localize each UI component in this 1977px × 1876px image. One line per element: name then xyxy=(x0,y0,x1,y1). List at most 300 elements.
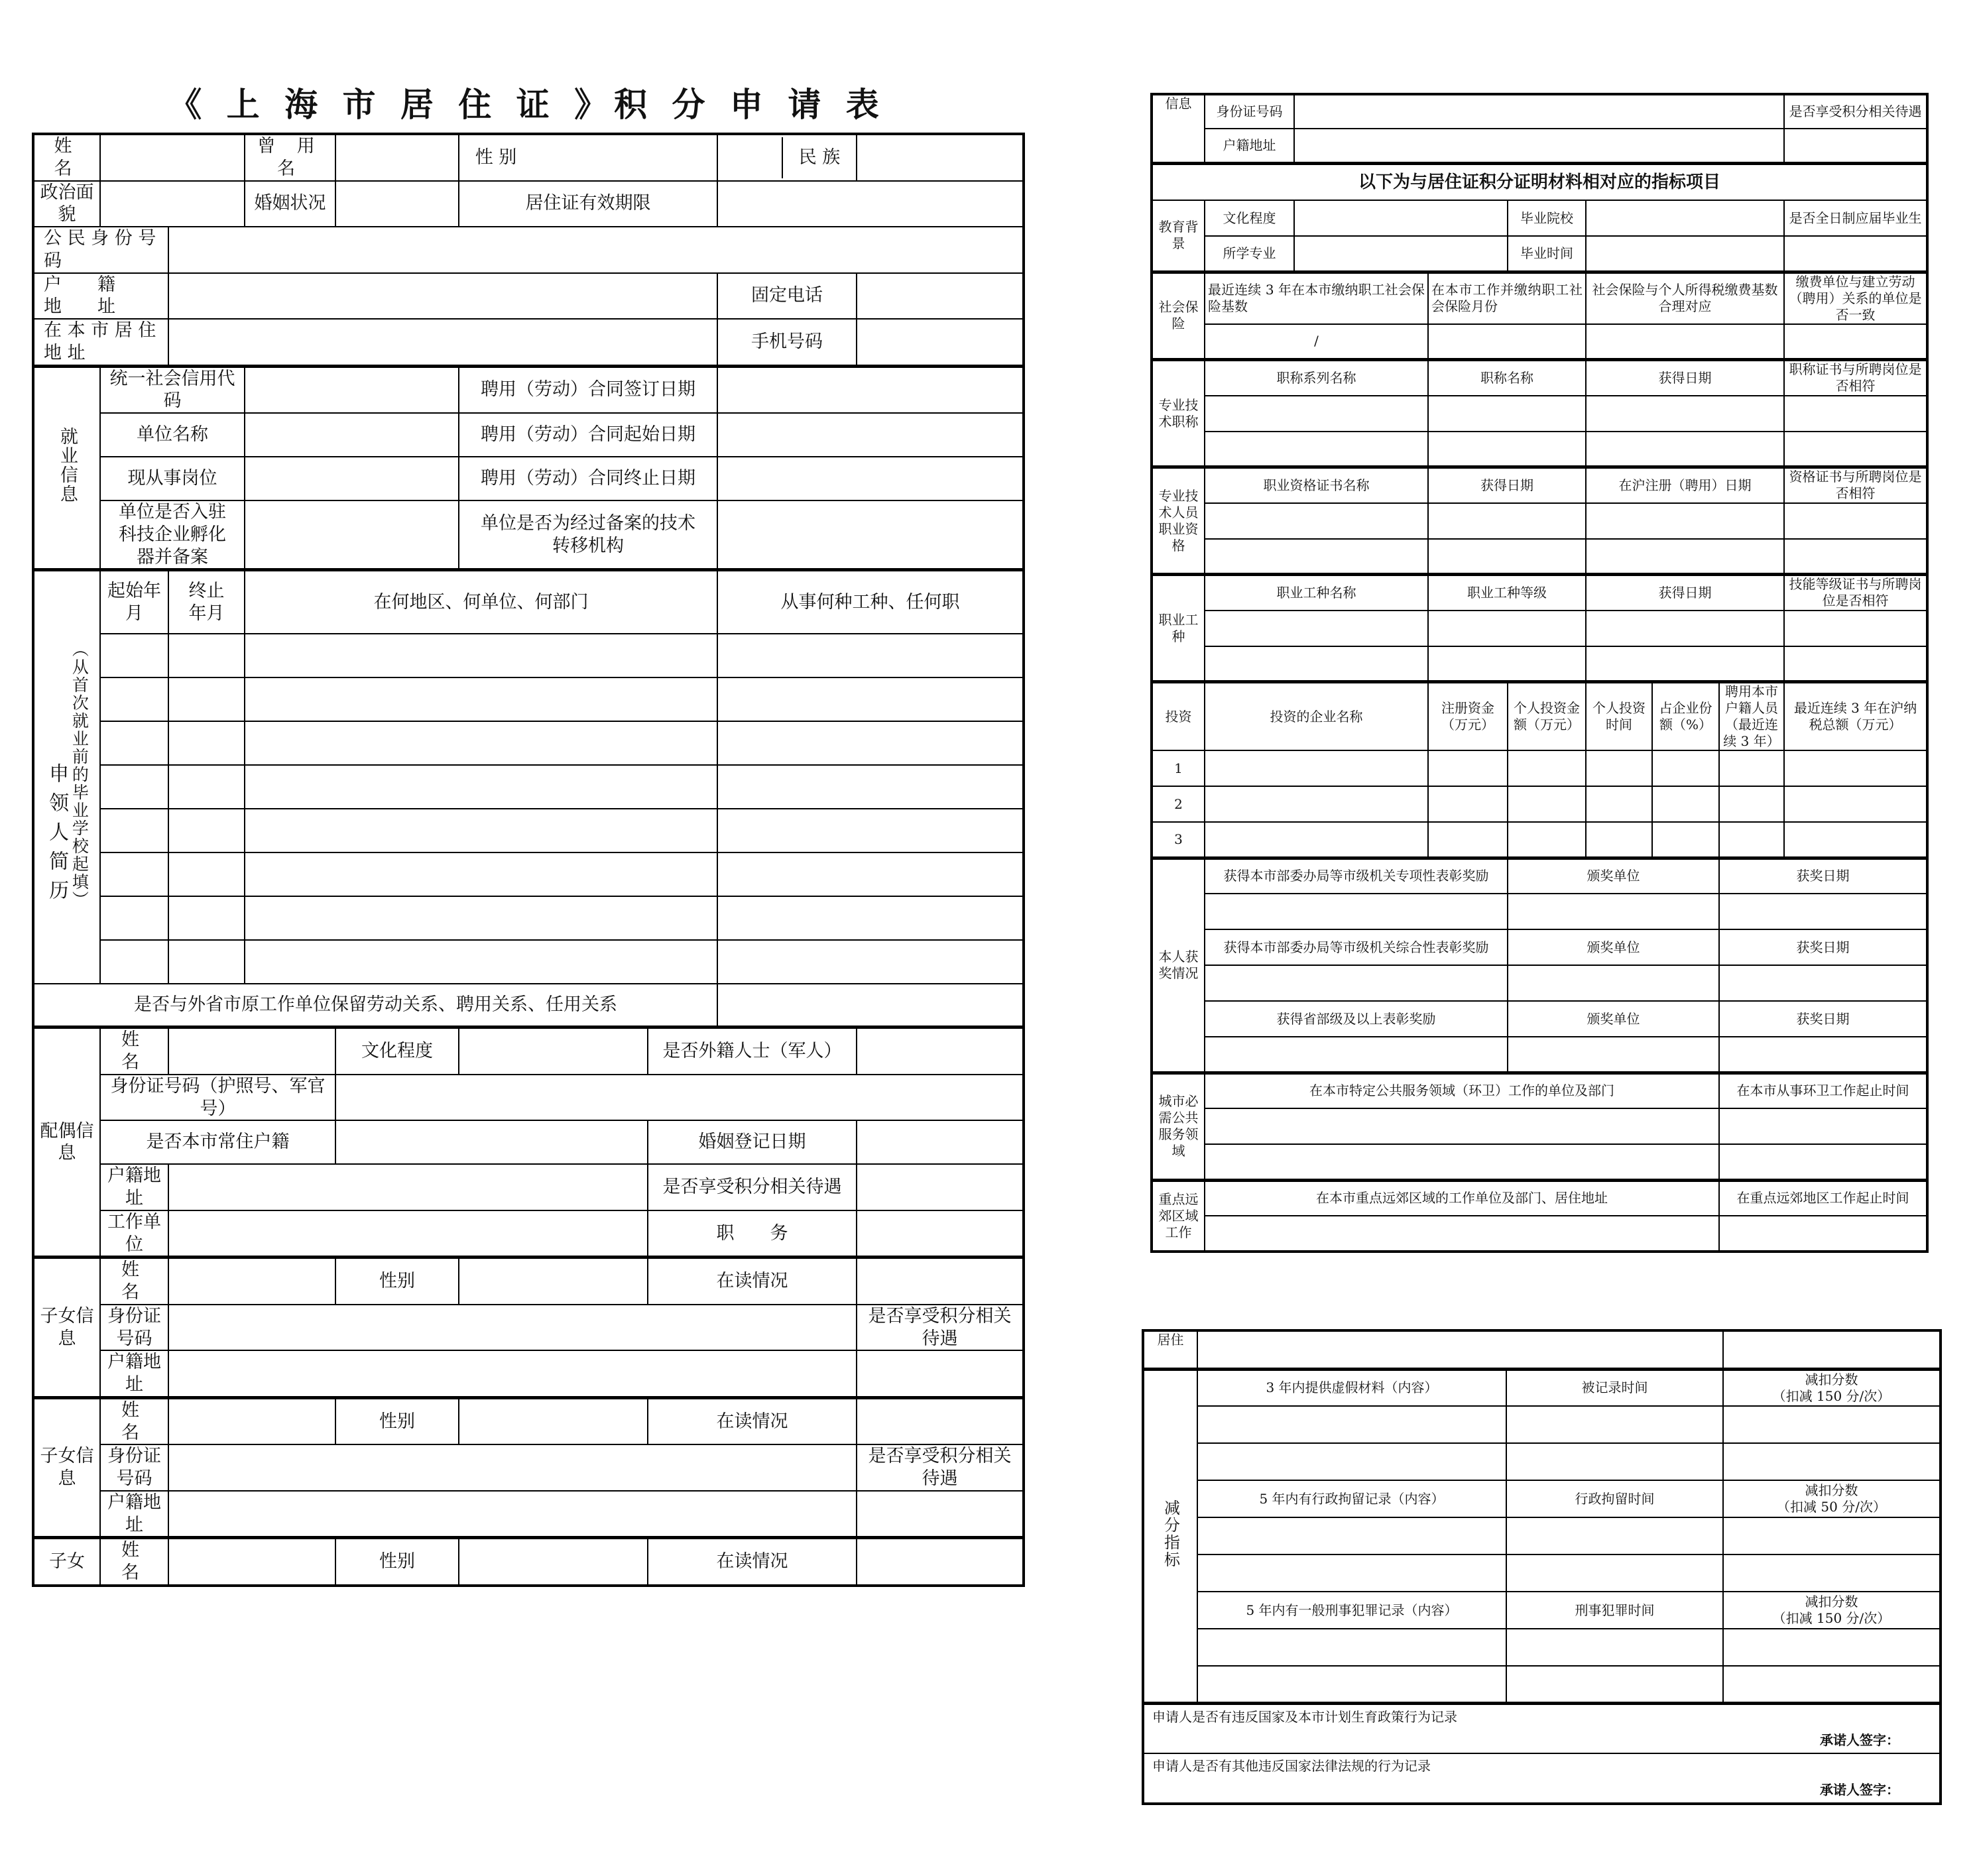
cell[interactable] xyxy=(1586,750,1652,786)
signature-label: 承诺人签字： xyxy=(1820,1782,1899,1798)
label-award-3: 获得省部级及以上表彰奖励 xyxy=(1205,1001,1508,1037)
resume-start-cell[interactable] xyxy=(100,721,168,765)
row-number: 2 xyxy=(1152,786,1205,822)
label-qual-c4: 资格证书与所聘岗位是否相符 xyxy=(1784,467,1927,503)
cell[interactable] xyxy=(1586,396,1784,432)
field-school[interactable] xyxy=(1586,200,1784,236)
resume-start-cell[interactable] xyxy=(100,852,168,896)
label-qual-c1: 职业资格证书名称 xyxy=(1205,467,1428,503)
section-invest: 投资 xyxy=(1152,682,1205,751)
label-contract-end: 聘用（劳动）合同终止日期 xyxy=(459,457,717,500)
cell[interactable] xyxy=(1586,646,1784,682)
label-child-hukou: 户籍地址 xyxy=(100,1491,168,1538)
resume-job-cell[interactable] xyxy=(717,852,1024,896)
label-social-c2: 在本市工作并缴纳职工社会保险月份 xyxy=(1428,272,1586,324)
cell[interactable] xyxy=(1205,432,1428,467)
label-position: 现从事岗位 xyxy=(100,457,245,500)
resume-job-cell[interactable] xyxy=(717,940,1024,984)
table-row xyxy=(1143,1554,1941,1592)
resume-end-cell[interactable] xyxy=(168,896,245,940)
cell[interactable] xyxy=(1205,1037,1508,1073)
label-spouse-work-unit: 工作单位 xyxy=(100,1210,168,1258)
table-row xyxy=(1152,1108,1927,1144)
field-r-id[interactable] xyxy=(1294,94,1784,129)
label-child-gender: 性别 xyxy=(335,1258,459,1305)
cell[interactable] xyxy=(1784,396,1927,432)
cell[interactable] xyxy=(1652,750,1719,786)
cell[interactable] xyxy=(1723,1629,1941,1666)
cell[interactable] xyxy=(1784,822,1927,858)
field-grad-time[interactable] xyxy=(1586,236,1784,272)
label-qual-c2: 获得日期 xyxy=(1428,467,1586,503)
label-child-id: 身份证号码 xyxy=(100,1444,168,1491)
cell[interactable] xyxy=(1205,750,1428,786)
label-title-c3: 获得日期 xyxy=(1586,360,1784,396)
label-deduct-r3t: 刑事犯罪时间 xyxy=(1506,1592,1723,1629)
resume-job-cell[interactable] xyxy=(717,765,1024,809)
field-contract-start[interactable] xyxy=(717,413,1024,457)
table-row xyxy=(1143,1517,1941,1554)
field-incubator[interactable] xyxy=(245,500,459,570)
cell[interactable] xyxy=(1586,822,1652,858)
resume-end-cell[interactable] xyxy=(168,809,245,852)
table-row xyxy=(1152,965,1927,1001)
field-name[interactable] xyxy=(100,134,245,181)
cell[interactable] xyxy=(1506,1554,1723,1592)
label-child-study: 在读情况 xyxy=(648,1538,857,1586)
cell[interactable] xyxy=(1197,1666,1506,1703)
resume-where-cell[interactable] xyxy=(245,852,717,896)
label-award-unit: 颁奖单位 xyxy=(1508,929,1719,965)
field-contract-end[interactable] xyxy=(717,457,1024,500)
social-slash: / xyxy=(1205,324,1428,360)
field-hukou[interactable] xyxy=(168,273,717,320)
cell[interactable] xyxy=(1784,646,1927,682)
field-social-c2[interactable] xyxy=(1428,324,1586,360)
cell[interactable] xyxy=(1428,611,1586,646)
label-hukou: 户 籍 地 址 xyxy=(33,273,168,320)
cell[interactable] xyxy=(1197,1443,1506,1480)
label-r-benefit: 是否享受积分相关待遇 xyxy=(1784,94,1927,129)
table-row xyxy=(1152,1144,1927,1180)
label-invest-c2: 注册资金（万元） xyxy=(1428,682,1508,751)
cell[interactable] xyxy=(1586,611,1784,646)
section-award: 本人获奖情况 xyxy=(1152,858,1205,1073)
cell[interactable] xyxy=(1784,786,1927,822)
label-deduct-r1: 3 年内提供虚假材料（内容） xyxy=(1197,1369,1506,1406)
resume-job-cell[interactable] xyxy=(717,634,1024,677)
label-invest-c4: 个人投资时间 xyxy=(1586,682,1652,751)
resume-start-cell[interactable] xyxy=(100,940,168,984)
section-resume: 申领人简历（从首次就业前的毕业学校起填） xyxy=(33,570,100,984)
field-spouse-hukou[interactable] xyxy=(168,1164,648,1210)
label-political: 政治面貌 xyxy=(33,181,100,227)
label-qual-c3: 在沪注册（聘用）日期 xyxy=(1586,467,1784,503)
resume-row xyxy=(33,940,1024,984)
label-deduct-r1s: 减扣分数 （扣减 150 分/次） xyxy=(1723,1369,1941,1406)
cell[interactable] xyxy=(1428,432,1586,467)
label-award-unit: 颁奖单位 xyxy=(1508,1001,1719,1037)
cell[interactable] xyxy=(1719,1216,1927,1252)
label-deduct-r2: 5 年内有行政拘留记录（内容） xyxy=(1197,1480,1506,1517)
label-award-unit: 颁奖单位 xyxy=(1508,858,1719,894)
cell[interactable] xyxy=(1784,750,1927,786)
field-r-hukou[interactable] xyxy=(1294,129,1784,163)
field-spouse-id[interactable] xyxy=(335,1075,1024,1121)
label-spouse-education: 文化程度 xyxy=(335,1027,459,1075)
label-title-c1: 职称系列名称 xyxy=(1205,360,1428,396)
cell[interactable] xyxy=(1428,750,1508,786)
label-city-c2: 在本市从事环卫工作起止时间 xyxy=(1719,1073,1927,1108)
cell[interactable] xyxy=(1586,503,1784,539)
label-fulltime: 是否全日制应届毕业生 xyxy=(1784,200,1927,236)
cell[interactable] xyxy=(1784,503,1927,539)
cell[interactable] xyxy=(1719,894,1927,929)
label-invest-c1: 投资的企业名称 xyxy=(1205,682,1428,751)
table-row xyxy=(1152,1037,1927,1073)
field-unit-name[interactable] xyxy=(245,413,459,457)
cell[interactable] xyxy=(1506,1666,1723,1703)
resume-row xyxy=(33,677,1024,721)
right-form xyxy=(1150,93,1929,1253)
resume-end-cell[interactable] xyxy=(168,765,245,809)
label-child-benefit: 是否享受积分相关待遇 xyxy=(857,1305,1024,1351)
table-row xyxy=(1152,786,1927,822)
label-law-violation: 申请人是否有其他违反国家法律法规的行为记录 xyxy=(1152,1758,1431,1774)
cell[interactable] xyxy=(1719,786,1784,822)
field-fixed-phone[interactable] xyxy=(857,273,1024,320)
label-trade-c1: 职业工种名称 xyxy=(1205,575,1428,611)
resume-end-cell[interactable] xyxy=(168,721,245,765)
section-title: 专业技术职称 xyxy=(1152,360,1205,467)
cell[interactable] xyxy=(1205,396,1428,432)
table-row xyxy=(1152,750,1927,786)
field-residence[interactable] xyxy=(168,319,717,366)
label-child-name: 姓 名 xyxy=(100,1538,168,1586)
resume-where-cell[interactable] xyxy=(245,940,717,984)
cell[interactable] xyxy=(1205,539,1428,575)
cell[interactable] xyxy=(1205,503,1428,539)
cell[interactable] xyxy=(1205,646,1428,682)
cell[interactable] xyxy=(1784,611,1927,646)
field-child-gender[interactable] xyxy=(459,1397,648,1444)
cell[interactable] xyxy=(1719,1037,1927,1073)
cell[interactable] xyxy=(1197,1554,1506,1592)
label-child-study: 在读情况 xyxy=(648,1397,857,1444)
label-gender: 性 别 xyxy=(475,147,517,168)
label-city-c1: 在本市特定公共服务领域（环卫）工作的单位及部门 xyxy=(1205,1073,1719,1108)
cell[interactable] xyxy=(1428,503,1586,539)
label-family-planning: 申请人是否有违反国家及本市计划生育政策行为记录 xyxy=(1152,1708,1457,1725)
label-award-1: 获得本市部委办局等市级机关专项性表彰奖励 xyxy=(1205,858,1508,894)
section-city: 城市必需公共服务领域 xyxy=(1152,1073,1205,1180)
section-employment: 就业信息 xyxy=(33,366,100,570)
field-former-name[interactable] xyxy=(335,134,459,181)
label-award-date: 获奖日期 xyxy=(1719,1001,1927,1037)
form-title: 《 上 海 市 居 住 证 》积 分 申 请 表 xyxy=(168,85,886,124)
label-residence-short: 居住 xyxy=(1143,1330,1197,1369)
field-retain-relations[interactable] xyxy=(717,984,1024,1027)
cell[interactable] xyxy=(1723,1554,1941,1592)
table-row xyxy=(1152,396,1927,432)
resume-where-cell[interactable] xyxy=(245,765,717,809)
label-r-id: 身份证号码 xyxy=(1205,94,1294,129)
row-number: 3 xyxy=(1152,822,1205,858)
cell[interactable] xyxy=(1586,539,1784,575)
field-child-study[interactable] xyxy=(857,1258,1024,1305)
field-child-name[interactable] xyxy=(168,1397,335,1444)
cell[interactable] xyxy=(1784,539,1927,575)
cell[interactable] xyxy=(1205,1108,1719,1144)
label-former-name: 曾 用 名 xyxy=(245,134,335,181)
cell[interactable] xyxy=(1197,1406,1506,1443)
label-title-c4: 职称证书与所聘岗位是否相符 xyxy=(1784,360,1927,396)
field-residence-r2[interactable] xyxy=(1723,1330,1941,1369)
field-permit-valid[interactable] xyxy=(717,181,1024,227)
cell[interactable] xyxy=(1428,396,1586,432)
resume-row xyxy=(33,896,1024,940)
cell[interactable] xyxy=(1506,1406,1723,1443)
resume-end-cell[interactable] xyxy=(168,634,245,677)
cell[interactable] xyxy=(1205,1144,1719,1180)
label-end: 终止年月 xyxy=(168,570,245,634)
label-invest-c6: 聘用本市户籍人员（最近连续 3 年） xyxy=(1719,682,1784,751)
section-trade: 职业工种 xyxy=(1152,575,1205,682)
label-deduct-r1t: 被记录时间 xyxy=(1506,1369,1723,1406)
cell[interactable] xyxy=(1723,1406,1941,1443)
field-major[interactable] xyxy=(1294,236,1508,272)
label-unit-name: 单位名称 xyxy=(100,413,245,457)
resume-start-cell[interactable] xyxy=(100,677,168,721)
resume-where-cell[interactable] xyxy=(245,896,717,940)
cell[interactable] xyxy=(1205,965,1508,1001)
label-marriage-date: 婚姻登记日期 xyxy=(648,1120,857,1164)
indicator-header: 以下为与居住证积分证明材料相对应的指标项目 xyxy=(1152,163,1927,200)
cell[interactable] xyxy=(1506,1629,1723,1666)
label-r-hukou: 户籍地址 xyxy=(1205,129,1294,163)
label-grad-time: 毕业时间 xyxy=(1508,236,1586,272)
field-child-benefit[interactable] xyxy=(857,1491,1024,1538)
cell[interactable] xyxy=(1723,1666,1941,1703)
resume-end-cell[interactable] xyxy=(168,940,245,984)
row-number: 1 xyxy=(1152,750,1205,786)
label-id-no: 公 民 身 份 号 码 xyxy=(33,227,168,273)
label-retain-relations: 是否与外省市原工作单位保留劳动关系、聘用关系、任用关系 xyxy=(33,984,717,1027)
label-child-benefit: 是否享受积分相关待遇 xyxy=(857,1444,1024,1491)
label-spouse-duty: 职 务 xyxy=(648,1210,857,1258)
label-trade-c2: 职业工种等级 xyxy=(1428,575,1586,611)
field-degree[interactable] xyxy=(1294,200,1508,236)
field-r-benefit[interactable] xyxy=(1784,129,1927,163)
cell[interactable] xyxy=(1719,750,1784,786)
section-edu: 教育背景 xyxy=(1152,200,1205,272)
section-child-1: 子女信息 xyxy=(33,1258,100,1398)
cell[interactable] xyxy=(1719,1108,1927,1144)
label-suburb-c2: 在重点远郊地区工作起止时间 xyxy=(1719,1180,1927,1216)
cell[interactable] xyxy=(1197,1517,1506,1554)
deduction-form xyxy=(1142,1329,1942,1805)
label-start: 起始年月 xyxy=(100,570,168,634)
cell[interactable] xyxy=(1586,432,1784,467)
label-mobile: 手机号码 xyxy=(717,319,857,366)
label-child-name: 姓 名 xyxy=(100,1397,168,1444)
field-marriage-date[interactable] xyxy=(857,1120,1024,1164)
cell[interactable] xyxy=(1508,894,1719,929)
table-row xyxy=(1143,1666,1941,1703)
field-spouse-foreign[interactable] xyxy=(857,1027,1024,1075)
cell[interactable] xyxy=(1506,1517,1723,1554)
field-child-study[interactable] xyxy=(857,1538,1024,1586)
cell[interactable] xyxy=(1586,786,1652,822)
resume-job-cell[interactable] xyxy=(717,896,1024,940)
label-deduct-r2s: 减扣分数 （扣减 50 分/次） xyxy=(1723,1480,1941,1517)
label-spouse-name: 姓 名 xyxy=(100,1027,168,1075)
resume-start-cell[interactable] xyxy=(100,896,168,940)
label-job: 从事何种工种、任何职 xyxy=(717,570,1024,634)
resume-job-cell[interactable] xyxy=(717,677,1024,721)
cell[interactable] xyxy=(1205,786,1428,822)
resume-row xyxy=(33,852,1024,896)
resume-where-cell[interactable] xyxy=(245,809,717,852)
section-spouse: 配偶信息 xyxy=(33,1027,100,1258)
resume-where-cell[interactable] xyxy=(245,721,717,765)
cell[interactable] xyxy=(1508,965,1719,1001)
resume-where-cell[interactable] xyxy=(245,677,717,721)
label-social-c1: 最近连续 3 年在本市缴纳职工社会保险基数 xyxy=(1205,272,1428,324)
label-suburb-c1: 在本市重点远郊区域的工作单位及部门、居住地址 xyxy=(1205,1180,1719,1216)
label-info: 信息 xyxy=(1152,94,1205,163)
law-violation-declaration[interactable] xyxy=(1143,1753,1941,1804)
field-child-gender[interactable] xyxy=(459,1258,648,1305)
field-child-benefit[interactable] xyxy=(857,1350,1024,1397)
resume-job-cell[interactable] xyxy=(717,809,1024,852)
field-social-c4[interactable] xyxy=(1784,324,1927,360)
label-spouse-foreign: 是否外籍人士（军人） xyxy=(648,1027,857,1075)
label-award-date: 获奖日期 xyxy=(1719,929,1927,965)
cell[interactable] xyxy=(1719,822,1784,858)
label-child-study: 在读情况 xyxy=(648,1258,857,1305)
field-credit-code[interactable] xyxy=(245,366,459,413)
cell[interactable] xyxy=(1719,965,1927,1001)
field-child-hukou[interactable] xyxy=(168,1350,857,1397)
cell[interactable] xyxy=(1784,432,1927,467)
cell[interactable] xyxy=(1719,1144,1927,1180)
resume-start-cell[interactable] xyxy=(100,634,168,677)
cell[interactable] xyxy=(1205,894,1508,929)
cell[interactable] xyxy=(1652,822,1719,858)
field-child-hukou[interactable] xyxy=(168,1491,857,1538)
field-child-id[interactable] xyxy=(168,1444,857,1491)
field-spouse-sh-hukou[interactable] xyxy=(335,1120,648,1164)
cell[interactable] xyxy=(1428,539,1586,575)
field-spouse-work-unit[interactable] xyxy=(168,1210,648,1258)
label-contract-start: 聘用（劳动）合同起始日期 xyxy=(459,413,717,457)
cell[interactable] xyxy=(1508,822,1586,858)
cell[interactable] xyxy=(1723,1517,1941,1554)
field-spouse-name[interactable] xyxy=(168,1027,335,1075)
resume-end-cell[interactable] xyxy=(168,677,245,721)
cell[interactable] xyxy=(1652,786,1719,822)
left-form xyxy=(32,133,1025,1587)
field-political[interactable] xyxy=(100,181,245,227)
label-ethnic: 民 族 xyxy=(782,137,856,178)
section-social: 社会保险 xyxy=(1152,272,1205,360)
resume-start-cell[interactable] xyxy=(100,809,168,852)
resume-row xyxy=(33,634,1024,677)
label-degree: 文化程度 xyxy=(1205,200,1294,236)
section-deduct: 减分指标 xyxy=(1143,1369,1197,1703)
resume-start-cell[interactable] xyxy=(100,765,168,809)
field-child-id[interactable] xyxy=(168,1305,857,1351)
table-row xyxy=(1143,1629,1941,1666)
field-social-c3[interactable] xyxy=(1586,324,1784,360)
label-invest-c7: 最近连续 3 年在沪纳税总额（万元） xyxy=(1784,682,1927,751)
field-child-gender[interactable] xyxy=(459,1538,648,1586)
cell[interactable] xyxy=(1205,611,1428,646)
field-id-no[interactable] xyxy=(168,227,1024,273)
field-ethnic[interactable] xyxy=(857,134,1024,181)
field-contract-sign[interactable] xyxy=(717,366,1024,413)
field-fulltime[interactable] xyxy=(1784,236,1927,272)
cell[interactable] xyxy=(1428,646,1586,682)
table-row xyxy=(1143,1443,1941,1480)
field-tech-transfer[interactable] xyxy=(717,500,1024,570)
table-row xyxy=(1152,611,1927,646)
cell[interactable] xyxy=(1205,1216,1719,1252)
cell[interactable] xyxy=(1508,786,1586,822)
resume-job-cell[interactable] xyxy=(717,721,1024,765)
table-row xyxy=(1152,894,1927,929)
field-residence-r[interactable] xyxy=(1197,1330,1723,1369)
field-child-name[interactable] xyxy=(168,1538,335,1586)
field-position[interactable] xyxy=(245,457,459,500)
label-trade-c3: 获得日期 xyxy=(1586,575,1784,611)
label-school: 毕业院校 xyxy=(1508,200,1586,236)
cell[interactable] xyxy=(1506,1443,1723,1480)
field-spouse-duty[interactable] xyxy=(857,1210,1024,1258)
field-spouse-benefit[interactable] xyxy=(857,1164,1024,1210)
cell[interactable] xyxy=(1723,1443,1941,1480)
label-invest-c5: 占企业份额（%） xyxy=(1652,682,1719,751)
cell[interactable] xyxy=(1428,822,1508,858)
field-marital[interactable] xyxy=(335,181,459,227)
label-credit-code: 统一社会信用代码 xyxy=(100,366,245,413)
section-child-2: 子女信息 xyxy=(33,1397,100,1538)
label-tech-transfer: 单位是否为经过备案的技术转移机构 xyxy=(459,500,717,570)
signature-label: 承诺人签字： xyxy=(1820,1732,1899,1748)
label-award-date: 获奖日期 xyxy=(1719,858,1927,894)
resume-where-cell[interactable] xyxy=(245,634,717,677)
field-child-name[interactable] xyxy=(168,1258,335,1305)
family-planning-declaration[interactable] xyxy=(1143,1703,1941,1753)
label-trade-c4: 技能等级证书与所聘岗位是否相符 xyxy=(1784,575,1927,611)
cell[interactable] xyxy=(1197,1629,1506,1666)
cell[interactable] xyxy=(1508,750,1586,786)
cell[interactable] xyxy=(1428,786,1508,822)
field-spouse-education[interactable] xyxy=(459,1027,648,1075)
field-mobile[interactable] xyxy=(857,319,1024,366)
label-child-id: 身份证号码 xyxy=(100,1305,168,1351)
label-social-c4: 缴费单位与建立劳动（聘用）关系的单位是否一致 xyxy=(1784,272,1927,324)
label-marital: 婚姻状况 xyxy=(245,181,335,227)
label-name: 姓 名 xyxy=(33,134,100,181)
label-permit-valid: 居住证有效期限 xyxy=(459,181,717,227)
resume-end-cell[interactable] xyxy=(168,852,245,896)
field-child-study[interactable] xyxy=(857,1397,1024,1444)
cell[interactable] xyxy=(1205,822,1428,858)
label-invest-c3: 个人投资金额（万元） xyxy=(1508,682,1586,751)
cell[interactable] xyxy=(1508,1037,1719,1073)
